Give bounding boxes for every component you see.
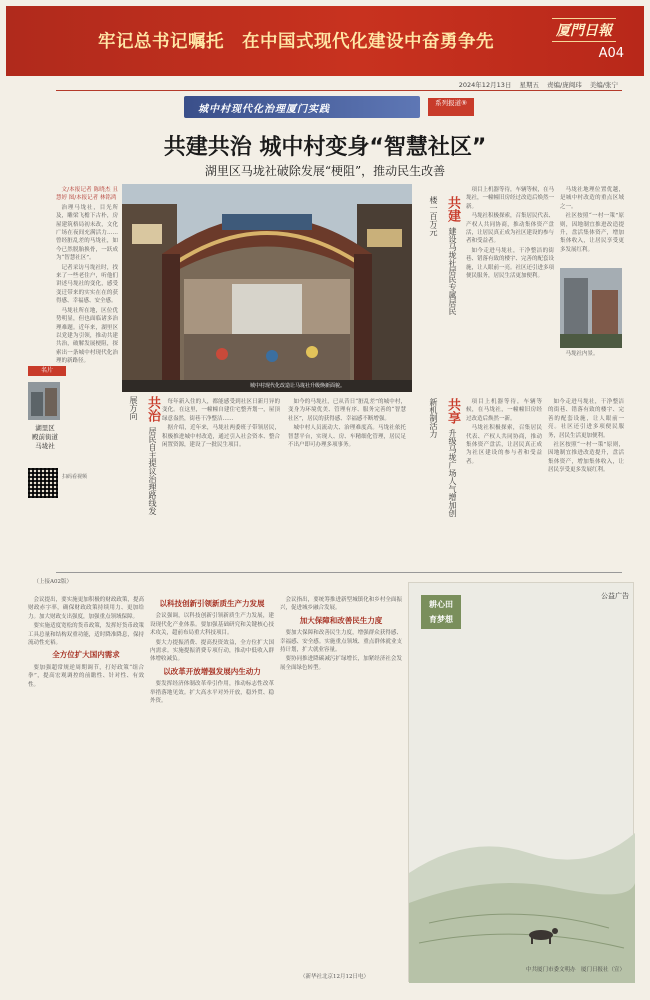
body-paragraph: 每年新入住的人，都能感受到社区日新月异的变化。在这里，一幢幢自建住宅整齐划一，屋顶绿意盎然，街巷干净整洁…… [162, 399, 280, 422]
body-paragraph: 马垅社积极探索，召集居民代表、产权人共同协商，推动集体资产盘活，让居民真正成为社区建设的参与者和受益者。 [466, 213, 555, 245]
body-paragraph: 如今的马垅社，已从昔日“脏乱差”的城中村，变身为环境优美、管理有序、服务完善的“智慧社区”，居民的获得感、幸福感不断增强。 [288, 399, 406, 422]
body-right-lower [466, 398, 624, 558]
body-paragraph: 如今走进马垅社，干净整洁的街巷、错落有致的楼宇、完善的配套设施，让人眼前一亮。社区还引进多项便民服务，居民生活更加便利。 [548, 399, 624, 439]
issue-weekday: 星期五 [519, 81, 539, 89]
banner-title: 牢记总书记嘱托 在中国式现代化建设中奋勇争先 [98, 32, 494, 52]
section-subhead: 加大保障和改善民生力度 [299, 615, 383, 625]
designer-credit: 美编/张宁 [589, 81, 618, 89]
series-tag: 系列报道⑨ [428, 98, 474, 116]
section-subhead: 以科技创新引领新质生产力发展 [159, 599, 265, 608]
body-middle [162, 398, 406, 558]
article-headline: 共建共治 城中村变身“智慧社区” [163, 135, 487, 160]
dateline [453, 80, 618, 89]
lead-paragraph: 治理马垅社，目光所及，雕梁飞檐下古朴，房屋建筑格局初未改，文化广场在夜间充满活力……曾经脏乱差的马垅社，如今已然脱胎换骨，一跃成为“智慧社区”。 [56, 204, 118, 262]
lead-paragraph: 马垅社所在地，区位优势明显，但也面临诸多治理难题。近年来，湖里区以党建为引领，推动共建共治，破解发展梗阻，探索出一条城中村现代化治理的新路径。 [56, 307, 118, 365]
ad-label: 公益广告 [601, 592, 629, 600]
subhead-title: 共建 [445, 196, 460, 222]
lead-paragraph: 记者采访马垅社时，找来了一些老住户，听他们讲述马垅社的变化，感受变迁带来的实实在在的获得感、幸福感、安全感。 [56, 264, 118, 305]
body-paragraph: 城中村人员流动大、治理难度高。马垅社依托智慧平台，实现人、房、车精细化管理，居民足不出户即可办理多项事务。 [288, 425, 406, 449]
building-image [560, 268, 622, 348]
body-paragraph: 会议提出，要实施更加积极的财政政策，提高财政赤字率，确保财政政策持续用力、更加给力。加大财政支出强度，加强重点领域保障。 [28, 597, 144, 620]
signoff: （新华社北京12月12日电） [300, 974, 369, 980]
body-paragraph: 马垅社地理位置优越，是城中村改造的重点区域之一。 [560, 187, 624, 210]
page-banner [6, 6, 644, 76]
body-paragraph: 社区按照“一村一策”原则，因地制宜推进改造提升，盘活集体资产，增加集体收入，让居民享受更多发展红利。 [560, 213, 624, 253]
editor-credit: 责编/庞闽玮 [547, 81, 582, 89]
ad-credit: 中共厦门市委文明办 厦门日报社（宣） [525, 967, 625, 973]
secondary-photo-caption: 马垅社内景。 [565, 351, 599, 357]
ad-landscape-illustration [409, 583, 635, 983]
section-subhead: 全方位扩大国内需求 [52, 650, 120, 660]
issue-date: 2024年12月13日 [458, 81, 512, 89]
section-divider [56, 572, 622, 573]
body-paragraph: 社区按照“一村一策”原则，因地制宜推进改造提升，盘活集体资产，增加集体收入，让居民享受更多发展红利。 [548, 442, 624, 474]
secondary-photo [560, 268, 622, 348]
body-paragraph: 会议强调，以科技创新引领新质生产力发展，建设现代化产业体系。要加强基础研究和关键核心技术攻关，超前布局重大科技项目。 [150, 613, 274, 637]
lower-column-2 [150, 596, 274, 986]
body-paragraph: 要加大保障和改善民生力度，增强群众获得感、幸福感、安全感。实施重点领域、重点群体就业支持计划，扩大就业容量。 [280, 630, 402, 654]
subhead-gongjian [424, 196, 462, 316]
section-subhead: 以改革开放增强发展内生动力 [163, 666, 261, 676]
body-paragraph: 据介绍，近年来，马垅社两委班子带领居民，积极推进城中村改造，通过引入社会资本、整合闲置资源，建设了一批民生项目。 [162, 425, 280, 449]
body-paragraph: 项目上机器等待，车辆等候，在马垅社，一幢幢旧房经过改造后焕然一新。 [466, 399, 542, 422]
name-card-tag: 名片 [28, 366, 66, 376]
lead-column [56, 186, 118, 365]
body-paragraph: 要加强超常规逆周期调节，打好政策“组合拳”，提高宏观调控的前瞻性、针对性、有效性。 [28, 664, 144, 688]
byline: 文/本报记者 陈晓杰 且慧婷 图/本报记者 林铭鸿 [56, 187, 118, 202]
qr-note: 扫码看视频 [62, 474, 88, 480]
page-number: A04 [598, 46, 624, 61]
subhead-gongzhi [124, 396, 162, 516]
photo-caption: 城中村现代化改造让马垅社升级焕新面貌。 [250, 383, 346, 389]
body-far-right [560, 186, 624, 264]
newspaper-logo: 厦門日報 [552, 18, 616, 42]
article-subheadline: 湖里区马垅社破除发展“梗阻”，推动民生改善 [204, 164, 446, 178]
subhead-text: 建设马垅社居民专属居民楼一百万元 [429, 196, 457, 316]
subhead-text: 升级马垅广场人气增加创新机制活力 [429, 398, 457, 518]
subhead-text: 居民自主提议治理路线发展方向 [129, 396, 157, 516]
subhead-title: 共治 [145, 396, 160, 422]
name-card-text: 湖里区 殿前街道马垅社 [32, 424, 58, 450]
column-name: 城中村现代化治理厦门实践 [198, 104, 330, 115]
body-paragraph: 项目上机器等待，车辆等候，在马垅社，一幢幢旧房经过改造后焕然一新。 [466, 187, 555, 210]
main-photo [122, 184, 412, 392]
community-photo [28, 382, 60, 420]
body-paragraph: 要大力提振消费、提高投资效益，全方位扩大国内需求。实施提振消费专项行动，推动中低收入群体增收减负。 [150, 639, 274, 663]
qr-code[interactable] [28, 468, 58, 498]
lower-column-1 [28, 596, 144, 986]
public-service-ad [408, 582, 634, 982]
subhead-gongxiang [424, 398, 462, 518]
body-paragraph: 要发挥经济体制改革牵引作用，推动标志性改革举措落地见效。扩大高水平对外开放，稳外贸、稳外资。 [150, 681, 274, 705]
lower-intro: （上接A02版） [33, 579, 72, 585]
body-paragraph: 如今走进马垅社，干净整洁的街巷、错落有致的楼宇、完善的配套设施，让人眼前一亮。社区还引进多项便民服务，居民生活更加便利。 [466, 247, 555, 280]
header-rule [56, 90, 622, 91]
body-paragraph: 会议指出，要统筹推进新型城镇化和乡村全面振兴，促进城乡融合发展。 [280, 597, 402, 612]
lower-column-3 [280, 596, 402, 970]
body-paragraph: 要实施适度宽松的货币政策，发挥好货币政策工具总量和结构双重功能，适时降准降息，保持流动性充裕。 [28, 623, 144, 647]
column-banner [184, 96, 420, 118]
body-right [466, 186, 554, 386]
subhead-title: 共享 [445, 398, 460, 424]
body-paragraph: 要协同推进降碳减污扩绿增长，加紧经济社会发展全面绿色转型。 [280, 656, 402, 671]
community-image [28, 382, 60, 420]
body-paragraph: 马垅社积极探索，召集居民代表、产权人共同协商，推动集体资产盘活，让居民真正成为社区建设的参与者和受益者。 [466, 425, 542, 465]
street-scene-image [122, 184, 412, 392]
ad-title: 耕心田 育梦想 [421, 595, 461, 629]
